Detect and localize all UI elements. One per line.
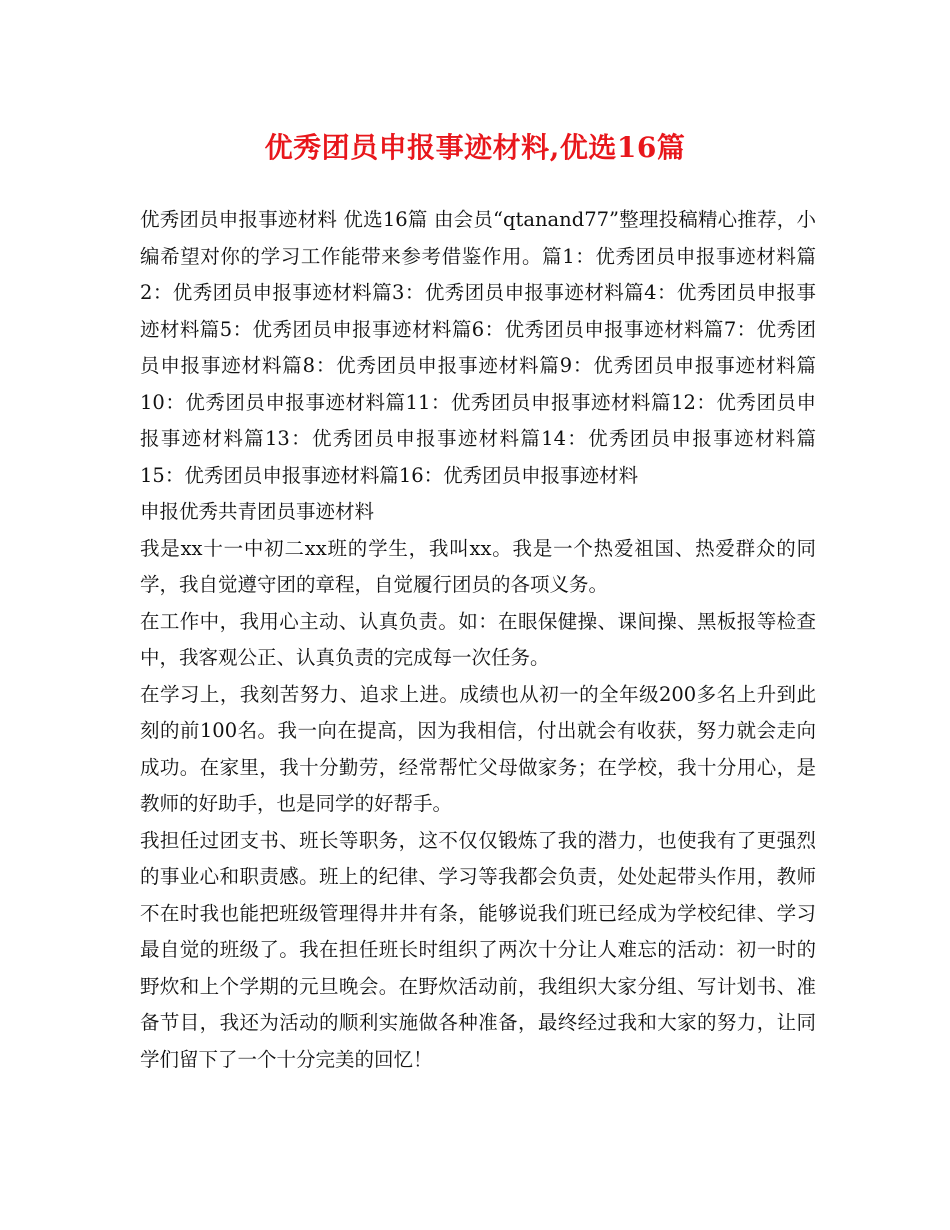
paragraph-self-intro: 我是xx十一中初二xx班的学生，我叫xx。我是一个热爱祖国、热爱群众的同学，我自觉遵守团的章程，自觉履行团员的各项义务。 xyxy=(140,536,816,596)
paragraph-duties: 我担任过团支书、班长等职务，这不仅仅锻炼了我的潜力，也使我有了更强烈的事业心和职责感。班上的纪律、学习等我都会负责，处处起带头作用，教师不在时我也能把班级管理得井井有条，能够说我们班已经成为学校纪律、学习最自觉的班级了。我在担任班长时组织了两次十分让人难忘的活动：初一时的野炊和上个学期的元旦晚会。在野炊活动前，我组织大家分组、写计划书、准备节目，我还为活动的顺利实施做各种准备，最终经过我和大家的努力，让同学们留下了一个十分完美的回忆！ xyxy=(140,828,816,1071)
document-title: 优秀团员申报事迹材料,优选16篇 xyxy=(264,131,686,164)
paragraph-work: 在工作中，我用心主动、认真负责。如：在眼保健操、课间操、黑板报等检查中，我客观公正、认真负责的完成每一次任务。 xyxy=(140,609,816,669)
paragraph-study: 在学习上，我刻苦努力、追求上进。成绩也从初一的全年级200多名上升到此刻的前100名。我一向在提高，因为我相信，付出就会有收获，努力就会走向成功。在家里，我十分勤劳，经常帮忙父母做家务；在学校，我十分用心，是教师的好助手，也是同学的好帮手。 xyxy=(140,682,816,815)
document-body xyxy=(140,202,816,1078)
paragraph-intro: 优秀团员申报事迹材料 优选16篇 由会员“qtanand77”整理投稿精心推荐，小编希望对你的学习工作能带来参考借鉴作用。篇1：优秀团员申报事迹材料篇2：优秀团员申报事迹材料篇3：优秀团员申报事迹材料篇4：优秀团员申报事迹材料篇5：优秀团员申报事迹材料篇6：优秀团员申报事迹材料篇7：优秀团员申报事迹材料篇8：优秀团员申报事迹材料篇9：优秀团员申报事迹材料篇10：优秀团员申报事迹材料篇11：优秀团员申报事迹材料篇12：优秀团员申报事迹材料篇13：优秀团员申报事迹材料篇14：优秀团员申报事迹材料篇15：优秀团员申报事迹材料篇16：优秀团员申报事迹材料 xyxy=(140,208,816,487)
paragraph-heading: 申报优秀共青团员事迹材料 xyxy=(140,500,375,523)
